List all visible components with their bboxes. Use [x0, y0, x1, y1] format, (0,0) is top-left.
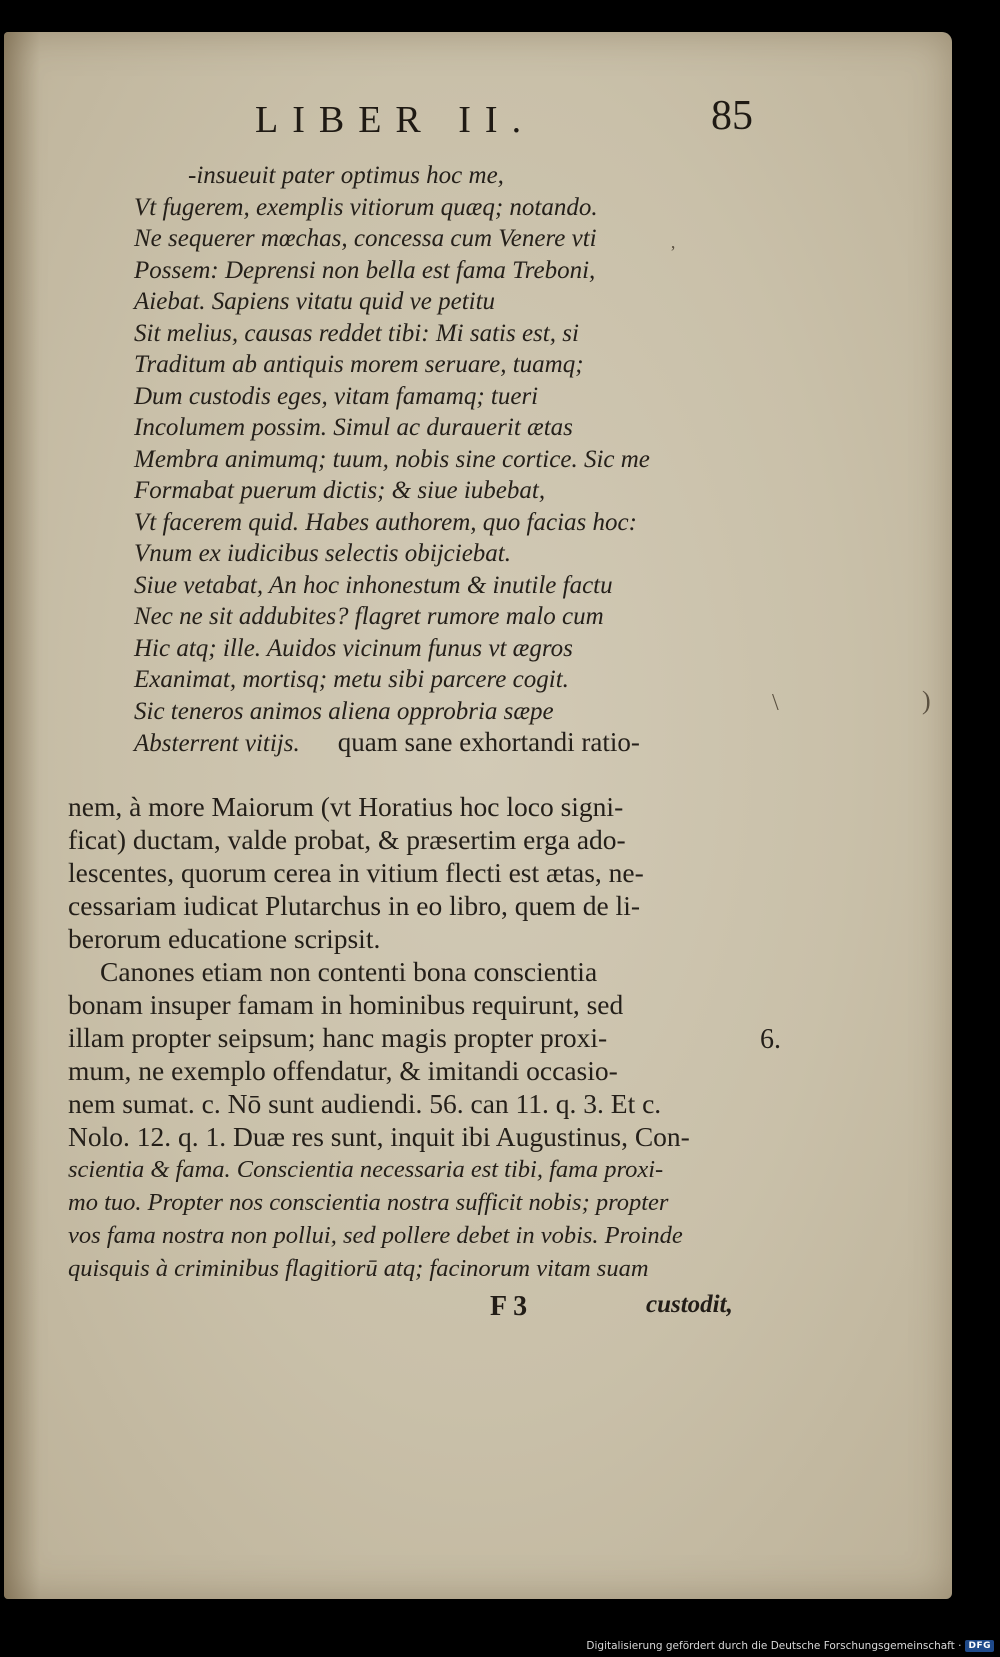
- verse-line: Formabat puerum dictis; & siue iubebat,: [134, 477, 546, 504]
- signature-mark: F 3: [490, 1291, 528, 1322]
- ink-mark: ): [922, 686, 931, 715]
- verse-line: Sic teneros animos aliena opprobria sæpe: [134, 697, 554, 725]
- text-line-italic: scientia & fama. Conscientia necessaria est tibi, fama proxi-: [68, 1156, 664, 1183]
- verse-line: -insueuit pater optimus hoc me,: [188, 162, 504, 189]
- text-line-italic: quisquis à criminibus flagitiorū atq; facinorum vitam suam: [68, 1255, 649, 1282]
- verse-line: Nec ne sit addubites? flagret rumore malo cum: [134, 603, 604, 630]
- page-gutter-shadow: [4, 32, 40, 1599]
- digitization-credit: [586, 1640, 994, 1652]
- verse-line: Membra animumq; tuum, nobis sine cortice. Sic me: [134, 445, 650, 473]
- text-line: ficat) ductam, valde probat, & præsertim erga ado-: [68, 824, 626, 855]
- verse-line: Exanimat, mortisq; metu sibi parcere cogit.: [134, 666, 569, 693]
- text-line: cessariam iudicat Plutarchus in eo libro, quem de li-: [68, 890, 640, 921]
- text-line: nem sumat. c. Nō sunt audiendi. 56. can 11. q. 3. Et c.: [68, 1088, 662, 1119]
- verse-line: Ne sequerer mœchas, concessa cum Venere vti: [134, 225, 597, 252]
- verse-quotation: [134, 160, 650, 759]
- ink-mark: ‚: [670, 232, 676, 252]
- verse-line: Traditum ab antiquis morem seruare, tuamq;: [134, 351, 584, 378]
- ink-mark: \: [772, 690, 779, 716]
- verse-line: Possem: Deprensi non bella est fama Treboni,: [134, 256, 596, 284]
- text-line-italic: vos fama nostra non pollui, sed pollere debet in vobis. Proinde: [68, 1222, 683, 1249]
- text-line: Nolo. 12. q. 1. Duæ res sunt, inquit ibi Augustinus, Con-: [68, 1121, 690, 1152]
- body-text: [68, 790, 748, 1285]
- text-line: berorum educatione scripsit.: [68, 923, 381, 954]
- running-head: LIBER II.: [255, 99, 536, 141]
- text-line: lescentes, quorum cerea in vitium flecti est ætas, ne-: [68, 857, 644, 888]
- page-number: 85: [711, 93, 753, 139]
- text-line: bonam insuper famam in hominibus requirunt, sed: [68, 989, 624, 1020]
- verse-line: Vt fugerem, exemplis vitiorum quæq; notando.: [134, 193, 598, 221]
- verse-line: Incolumem possim. Simul ac durauerit ætas: [134, 414, 573, 441]
- verse-line: Vt facerem quid. Habes authorem, quo facias hoc:: [134, 508, 637, 536]
- verse-line: Siue vetabat, An hoc inhonestum & inutile factu: [134, 571, 613, 599]
- catchword: custodit,: [646, 1291, 733, 1318]
- prose-continuation: quam sane exhortandi ratio-: [337, 727, 640, 757]
- verse-line-final: [134, 727, 650, 759]
- verse-line: Dum custodis eges, vitam famamq; tueri: [134, 382, 539, 410]
- credit-text: Digitalisierung gefördert durch die Deutsche Forschungsgemeinschaft ·: [586, 1640, 962, 1652]
- text-line: mum, ne exemplo offendatur, & imitandi occasio-: [68, 1055, 618, 1086]
- verse-line: Hic atq; ille. Auidos vicinum funus vt ægros: [134, 634, 573, 662]
- text-line-italic: mo tuo. Propter nos conscientia nostra sufficit nobis; propter: [68, 1189, 669, 1216]
- page-header: [255, 93, 755, 158]
- page-footer: [490, 1291, 790, 1331]
- dfg-logo: DFG: [965, 1640, 994, 1652]
- verse-line: Sit melius, causas reddet tibi: Mi satis est, si: [134, 319, 579, 347]
- verse-line: Vnum ex iudicibus selectis obijciebat.: [134, 540, 511, 567]
- verse-line-end: Absterrent vitijs.: [134, 730, 300, 757]
- verse-line: Aiebat. Sapiens vitatu quid ve petitu: [134, 288, 496, 315]
- marginal-note: 6.: [760, 1024, 781, 1055]
- text-line: nem, à more Maiorum (vt Horatius hoc loco signi-: [68, 791, 624, 822]
- text-line: illam propter seipsum; hanc magis propter proxi-: [68, 1022, 608, 1053]
- text-line-paragraph-start: Canones etiam non contenti bona conscientia: [100, 956, 598, 987]
